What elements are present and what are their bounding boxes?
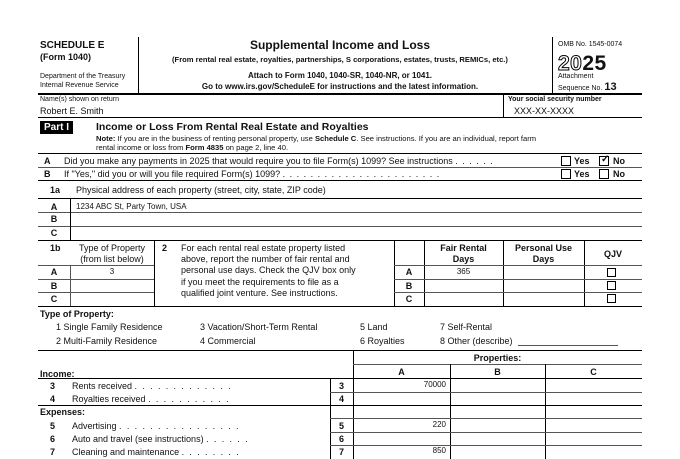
line-3-box: 3 [338,381,344,391]
line-5-number: 5 [50,421,56,431]
type-item-8: 8 Other (describe) [440,336,513,346]
line-3-label: Rents received . . . . . . . . . . . . . [72,381,233,391]
line-5-box: 5 [338,421,344,431]
days-row-a-letter: A [405,267,413,277]
dept-line2: Internal Revenue Service [40,82,119,89]
part1-note-line1: Note: If you are in the business of renting personal property, use Schedule C. See instructions. If you are an individual, report farm [96,134,537,143]
property-col-a: A [398,367,405,377]
address-row-a-field[interactable]: 1234 ABC St, Party Town, USA [76,202,187,211]
ssn-label: Your social security number [508,96,602,103]
question-a-no-checkbox[interactable] [599,156,609,166]
property-type-label1: Type of Property [78,243,146,253]
line-3-number: 3 [50,381,56,391]
type-item-6: 6 Royalties [360,336,405,346]
personal-use-label2: Days [532,254,555,264]
personal-use-label1: Personal Use [514,243,573,253]
property-col-c: C [590,367,597,377]
sequence-label: Sequence No. 13 [558,81,617,93]
question-b-yes-label: Yes [574,169,590,179]
question-b-yes-checkbox[interactable] [561,169,571,179]
question-b-text: If "Yes," did you or will you file required Form(s) 1099? . . . . . . . . . . . . . . . . . . . . . . . [64,169,441,179]
question-b-no-checkbox[interactable] [599,169,609,179]
type-item-4: 4 Commercial [200,336,256,346]
type-row-c-letter: C [50,294,58,304]
address-row-c-letter: C [50,228,58,238]
fair-rental-label2: Days [452,254,475,264]
type-row-a-field[interactable]: 3 [109,267,115,276]
dept-line1: Department of the Treasury [40,73,126,80]
type-of-property-heading: Type of Property: [40,309,114,319]
line-4-box: 4 [338,394,344,404]
line-5-amount-a[interactable]: 220 [432,420,446,429]
attachment-label: Attachment [558,73,594,80]
type-item-3: 3 Vacation/Short-Term Rental [200,322,318,332]
part1-title: Income or Loss From Rental Real Estate and Royalties [96,121,369,133]
line-7-box: 7 [338,447,344,457]
line-6-number: 6 [50,434,56,444]
line-7-number: 7 [50,447,56,457]
question-a-yes-checkbox[interactable] [561,156,571,166]
question-a-letter: A [44,156,51,166]
goto-instruction: Go to www.irs.gov/ScheduleE for instructions and the latest information. [201,82,479,91]
type-item-1: 1 Single Family Residence [56,322,163,332]
line-1a-number: 1a [50,185,61,195]
question-a-yes-label: Yes [574,156,590,166]
type-item-7: 7 Self-Rental [440,322,493,332]
type-item-5: 5 Land [360,322,388,332]
line-6-label: Auto and travel (see instructions) . . . . . . [72,434,249,444]
line-3-amount-a[interactable]: 70000 [423,380,446,389]
line-5-label: Advertising . . . . . . . . . . . . . . . . [72,421,240,431]
income-heading: Income: [40,369,75,379]
property-col-b: B [494,367,501,377]
line-2-text: For each rental real estate property listed above, report the number of fair rental and personal use days. Check the QJV box only if you meet the requirements to file as a qualified joint venture. See instructions. [181,243,356,298]
line-1b-number: 1b [50,243,61,253]
address-row-b-letter: B [50,214,58,224]
days-row-c-letter: C [405,294,413,304]
line-7-label: Cleaning and maintenance . . . . . . . . [72,447,241,457]
part1-badge: Part I [40,121,73,134]
fair-rental-label1: Fair Rental [440,243,487,253]
expenses-heading: Expenses: [40,407,86,417]
line-2-number: 2 [162,243,168,253]
qjv-checkbox-c[interactable] [607,294,616,303]
form-title: Supplemental Income and Loss [249,38,431,52]
type-row-b-letter: B [50,281,58,291]
days-row-b-letter: B [405,281,413,291]
property-type-label2: (from list below) [80,254,144,264]
type-row-a-letter: A [50,267,58,277]
attach-instruction: Attach to Form 1040, 1040-SR, 1040-NR, or 1041. [247,71,433,80]
schedule-name: SCHEDULE E [40,40,105,51]
line-4-number: 4 [50,394,56,404]
line-6-box: 6 [338,434,344,444]
question-a-text: Did you make any payments in 2025 that would require you to file Form(s) 1099? See instructions . . . . . . [64,156,494,166]
qjv-checkbox-a[interactable] [607,268,616,277]
qjv-label: QJV [603,249,622,259]
tax-year: 2025 [558,52,607,75]
question-b-letter: B [44,169,51,179]
line-4-label: Royalties received . . . . . . . . . . . [72,394,230,404]
question-a-no-label: No [613,156,625,166]
form-subtitle: (From rental real estate, royalties, partnerships, S corporations, estates, trusts, REMICs, etc.) [172,55,508,64]
omb-number: OMB No. 1545-0074 [558,41,623,48]
name-label: Name(s) shown on return [40,96,119,103]
line-7-amount-a[interactable]: 850 [432,446,446,455]
address-row-a-letter: A [50,202,58,212]
ssn-field[interactable]: XXX-XX-XXXX [514,106,575,116]
qjv-checkbox-b[interactable] [607,281,616,290]
properties-heading: Properties: [473,353,522,363]
taxpayer-name[interactable]: Robert E. Smith [40,106,104,116]
part1-note-line2: rental income or loss from Form 4835 on page 2, line 40. [96,143,289,152]
question-b-no-label: No [613,169,625,179]
line-1a-label: Physical address of each property (street, city, state, ZIP code) [76,185,326,195]
form-number: (Form 1040) [40,52,92,62]
fair-rental-days-a[interactable]: 365 [456,267,471,276]
type-item-2: 2 Multi-Family Residence [56,336,158,346]
